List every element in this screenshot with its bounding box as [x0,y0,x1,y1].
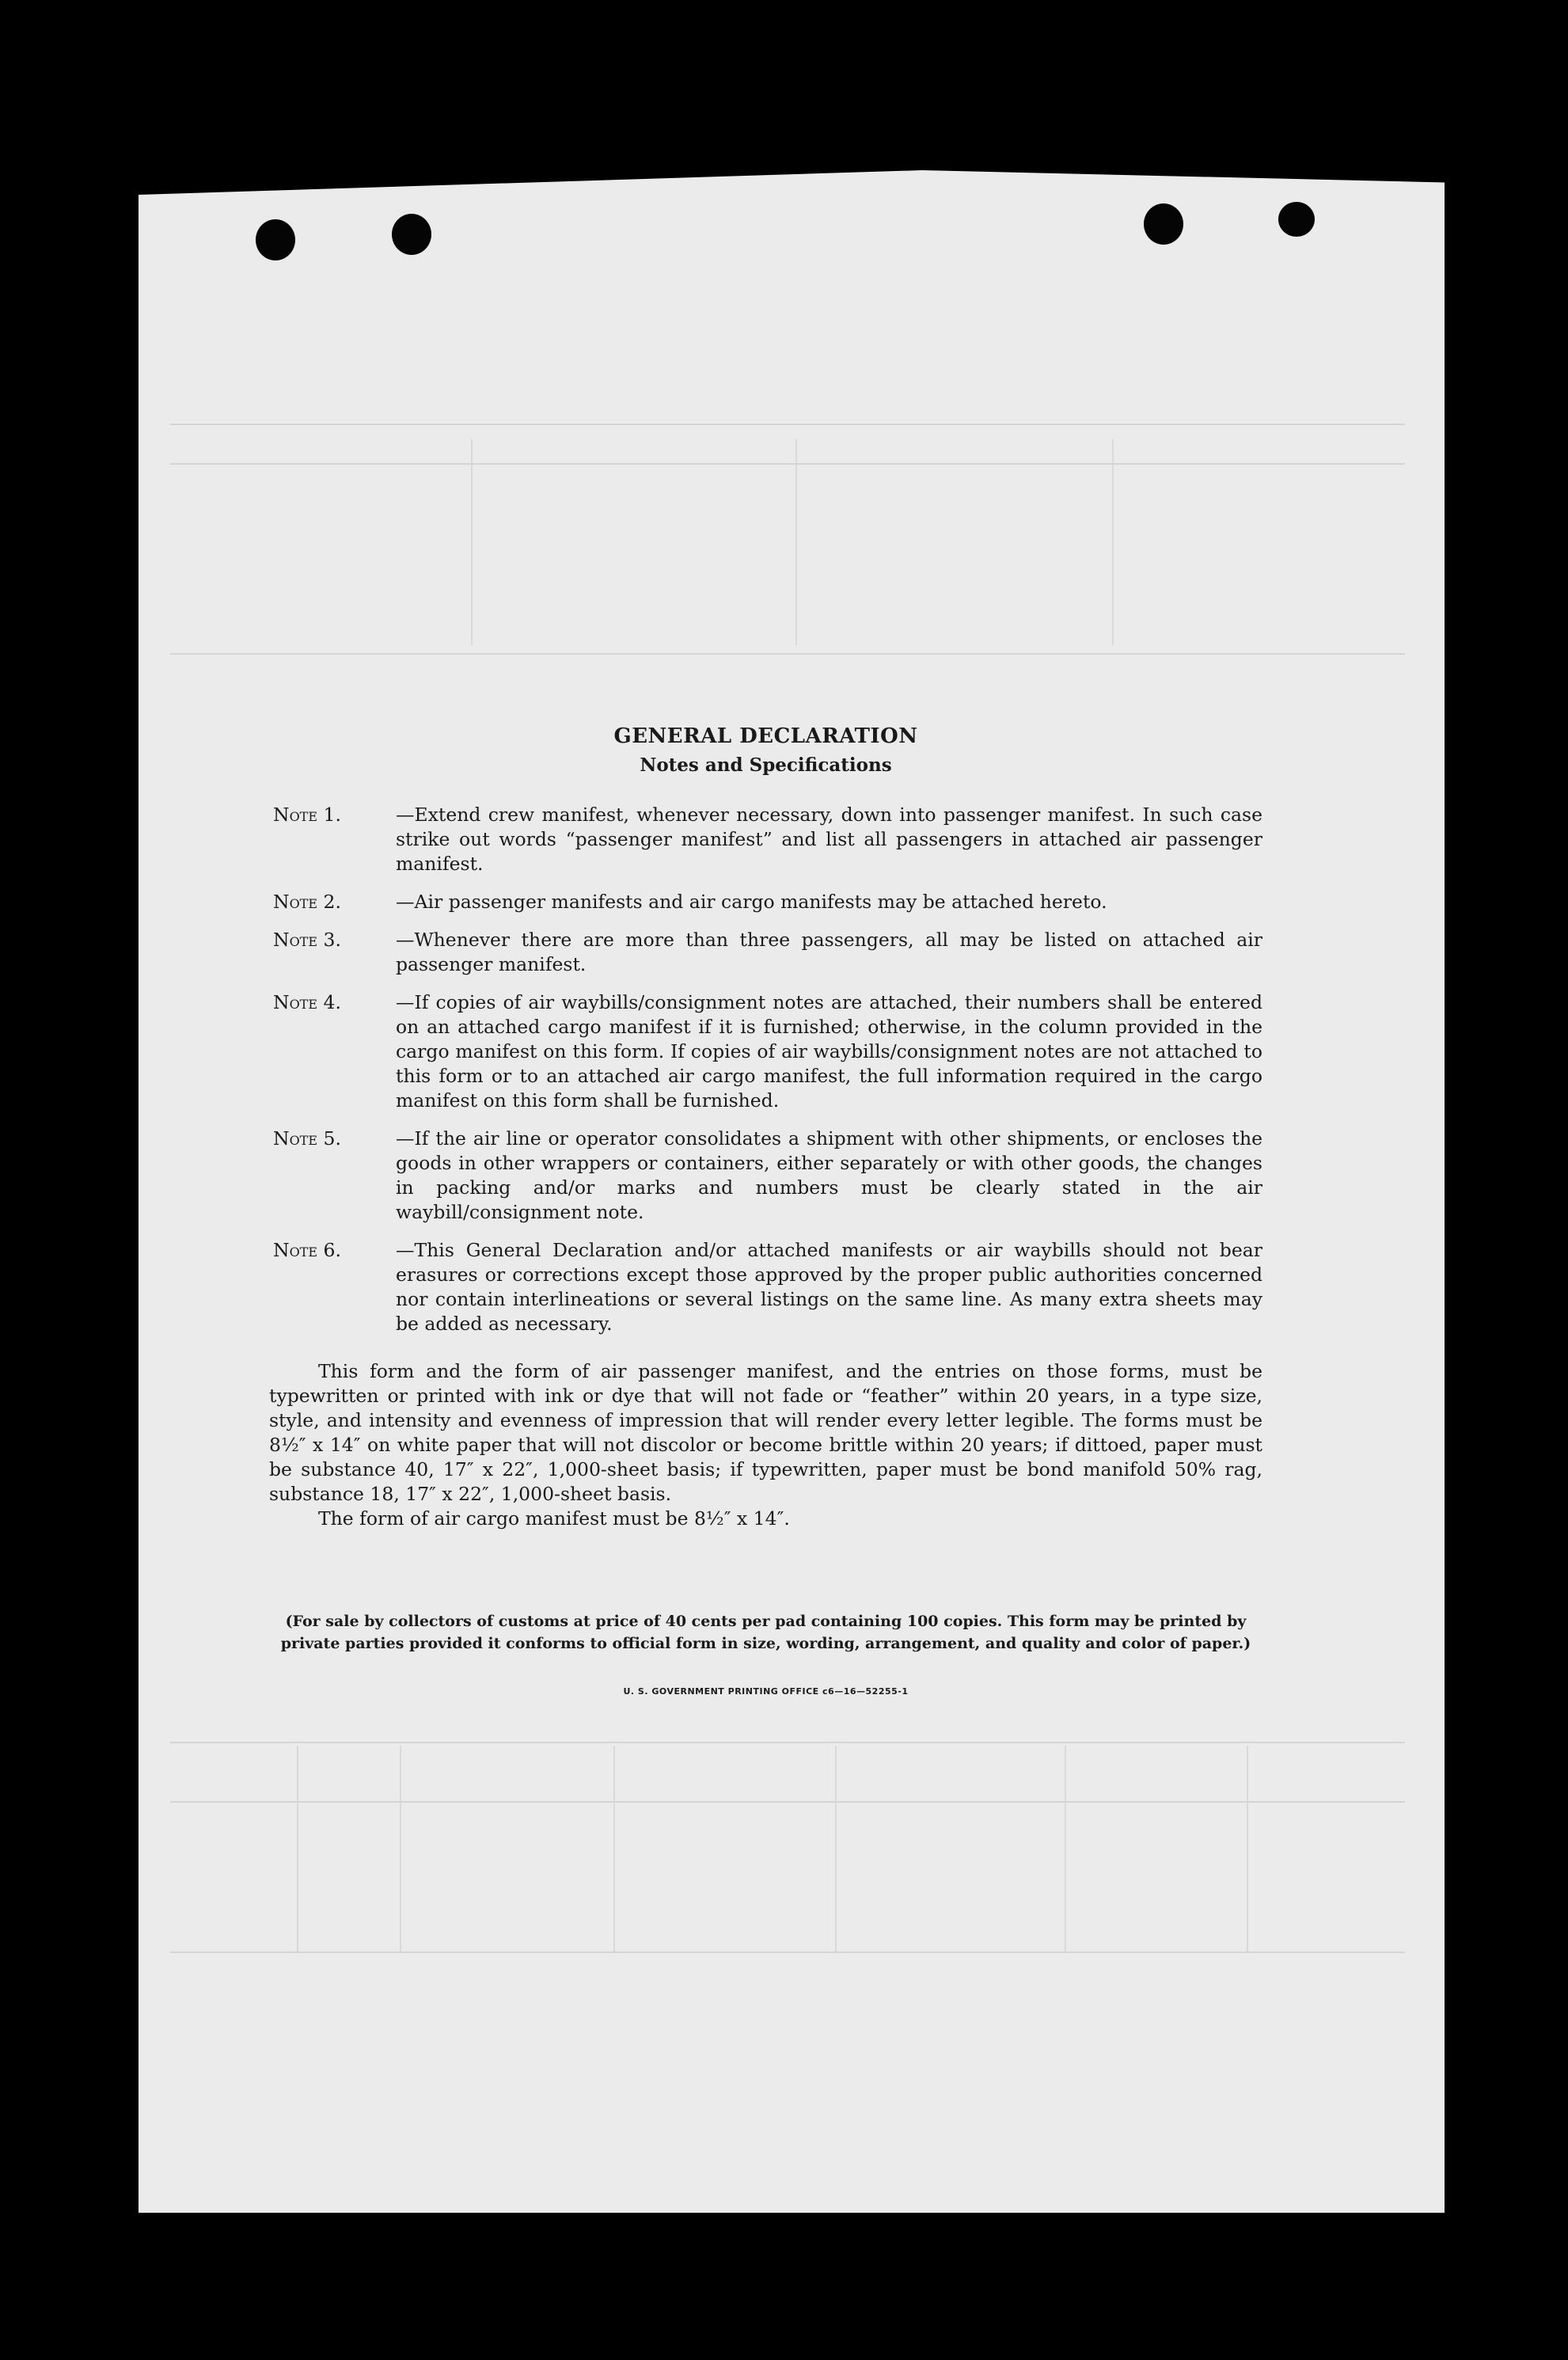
bleed-through-rule [170,463,1405,465]
bleed-through-rule [170,424,1405,425]
note-label: Note 6. [273,1239,341,1261]
sale-note: (For sale by collectors of customs at price of 40 cents per pad containing 100 copies. This form may be printed by private parties provided it conforms to official form in size, wording, arrangement, and quality and color of paper.) [280,1613,1251,1652]
note-label: Note 3. [273,929,341,951]
page-title: GENERAL DECLARATION [613,724,918,748]
note-label: Note 5. [273,1127,341,1150]
note-text: —Extend crew manifest, whenever necessary, down into passenger manifest. In such case strike out words “passenger manifest” and list all passengers in attached air passenger manifest. [396,804,1262,875]
punch-hole [1278,202,1315,237]
note-label: Note 4. [273,991,341,1013]
note-3 [269,928,1262,977]
note-5 [269,1127,1262,1225]
bleed-through-rule [471,439,473,645]
note-text: —Air passenger manifests and air cargo manifests may be attached hereto. [396,891,1107,913]
note-text: —If the air line or operator consolidates a shipment with other shipments, or encloses the goods in other wrappers or containers, either separately or with other goods, the changes in packing and/or marks and numbers must be clearly stated in the air waybill/consignment note. [396,1127,1262,1223]
bleed-through-rule [795,439,797,645]
punch-hole [256,219,295,260]
bleed-through-rule [835,1746,837,1951]
note-text: —This General Declaration and/or attached manifests or air waybills should not bear erasures or corrections except those approved by the proper public authorities concerned nor contain interlineations or several listings on the same line. As many extra sheets may be added as necessary. [396,1239,1262,1335]
note-1 [269,803,1262,876]
bleed-through-rule [170,1742,1405,1743]
note-label: Note 1. [273,804,341,826]
note-text: —Whenever there are more than three passengers, all may be listed on attached air passenger manifest. [396,929,1262,975]
bleed-through-rule [1065,1746,1066,1951]
page-subtitle: Notes and Specifications [640,754,892,776]
printer-imprint: U. S. GOVERNMENT PRINTING OFFICE c6—16—52255-1 [623,1686,909,1697]
note-label: Note 2. [273,891,341,913]
form-requirements-paragraph: This form and the form of air passenger manifest, and the entries on those forms, must be typewritten or printed with ink or dye that will not fade or “feather” within 20 years, in a type size, style, and intensity and evenness of impression that will render every letter legible. The forms must be 8½″ x 14″ on white paper that will not discolor or become brittle within 20 years; if dittoed, paper must be substance 40, 17″ x 22″, 1,000-sheet basis; if typewritten, paper must be bond manifold 50% rag, substance 18, 17″ x 22″, 1,000-sheet basis. [269,1360,1262,1505]
note-4 [269,990,1262,1113]
note-text: —If copies of air waybills/consignment notes are attached, their numbers shall be entered on an attached cargo manifest if it is furnished; otherwise, in the column provided in the cargo manifest on this form. If copies of air waybills/consignment notes are not attached to this form or to an attached air cargo manifest, the full information required in the cargo manifest on this form shall be furnished. [396,991,1262,1112]
cargo-manifest-size: The form of air cargo manifest must be 8½″ x 14″. [318,1507,790,1530]
bleed-through-rule [170,653,1405,655]
note-6 [269,1238,1262,1336]
bleed-through-rule [1112,439,1114,645]
note-2 [269,890,1262,914]
bleed-through-rule [170,1801,1405,1803]
punch-hole [1144,203,1183,245]
punch-hole [392,214,431,255]
bleed-through-rule [170,1951,1405,1953]
bleed-through-rule [400,1746,401,1951]
bleed-through-rule [297,1746,298,1951]
bleed-through-rule [613,1746,615,1951]
bleed-through-rule [1247,1746,1248,1951]
general-declaration-notes [269,724,1262,1697]
